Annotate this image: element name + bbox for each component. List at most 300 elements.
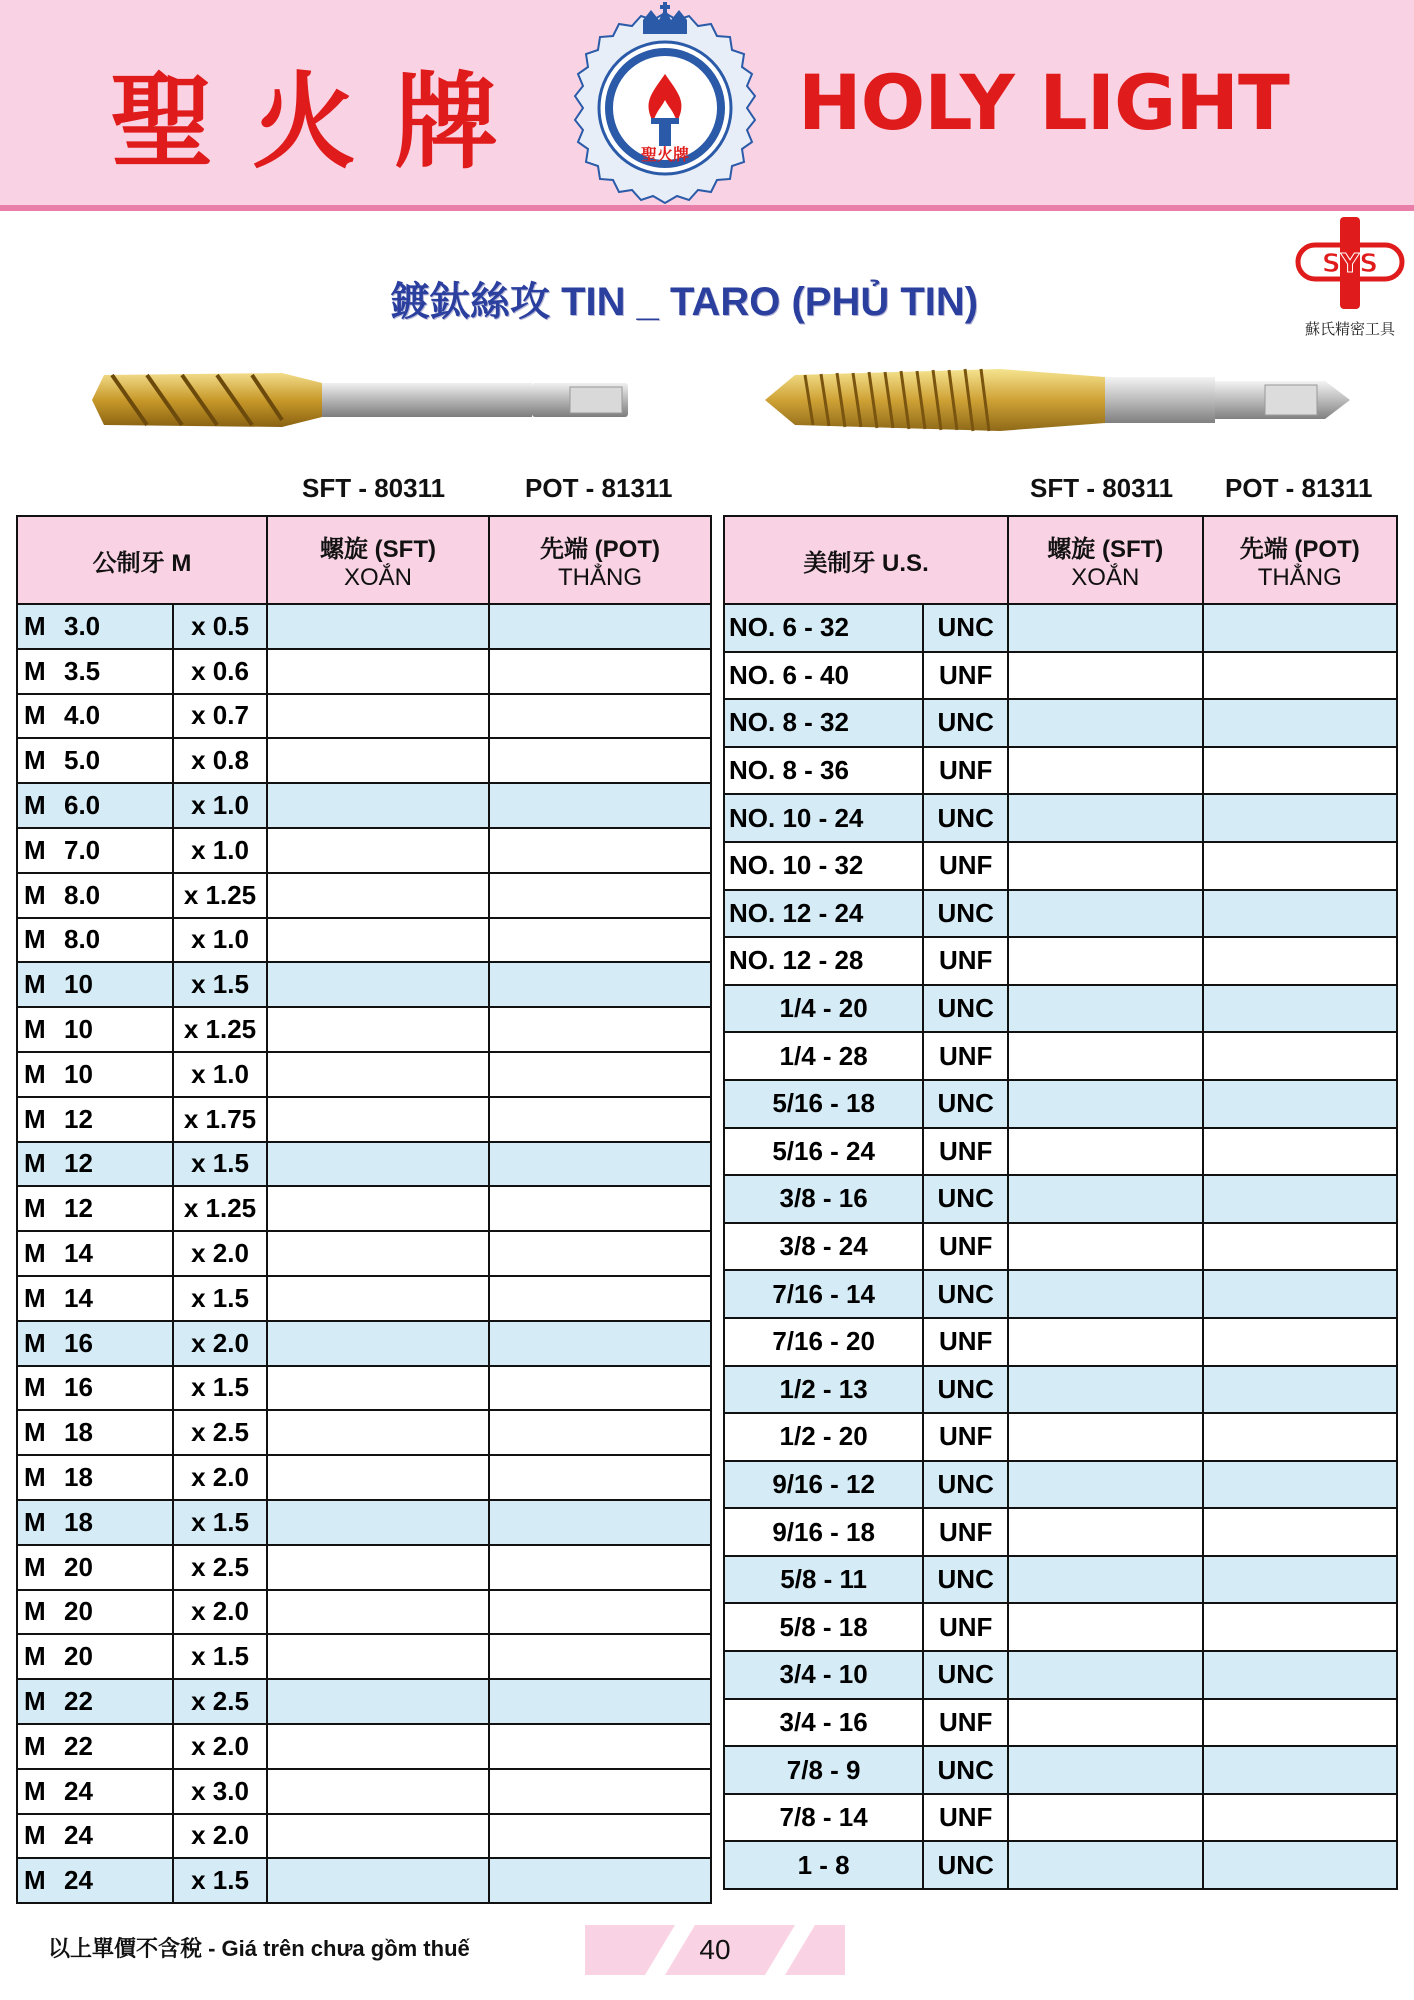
metric-spiral-cell	[267, 1769, 489, 1814]
metric-point-cell	[489, 1321, 711, 1366]
metric-pitch-cell: x 1.5	[173, 1142, 267, 1187]
us-size-cell: 3/8 - 24	[724, 1223, 923, 1271]
metric-diameter: 8.0	[64, 879, 101, 910]
metric-size-cell	[17, 1007, 173, 1052]
us-row	[724, 1175, 1397, 1223]
metric-pitch-cell: x 2.0	[173, 1724, 267, 1769]
metric-prefix: M	[24, 1193, 46, 1224]
metric-spiral-cell	[267, 1321, 489, 1366]
us-size-cell: NO. 12 - 24	[724, 890, 923, 938]
metric-size-cell	[17, 1500, 173, 1545]
metric-point-cell	[489, 828, 711, 873]
metric-point-cell	[489, 1858, 711, 1903]
metric-point-cell	[489, 1366, 711, 1411]
us-row	[724, 794, 1397, 842]
metric-row	[17, 1186, 711, 1231]
metric-size-cell	[17, 1321, 173, 1366]
metric-row	[17, 1097, 711, 1142]
us-spiral-cell	[1008, 937, 1202, 985]
metric-size-cell	[17, 1769, 173, 1814]
metric-size-cell	[17, 1410, 173, 1455]
metric-diameter: 22	[64, 1730, 93, 1761]
metric-row	[17, 873, 711, 918]
us-row	[724, 985, 1397, 1033]
metric-spiral-cell	[267, 1276, 489, 1321]
us-spiral-cell	[1008, 1508, 1202, 1556]
metric-size-cell	[17, 783, 173, 828]
us-point-cell	[1203, 604, 1398, 652]
us-spiral-cell	[1008, 1413, 1202, 1461]
metric-point-cell	[489, 604, 711, 649]
metric-row	[17, 1814, 711, 1859]
us-spiral-cell	[1008, 1556, 1202, 1604]
metric-size-cell	[17, 1186, 173, 1231]
us-spiral-header-vn: XOẮN	[1071, 563, 1140, 591]
metric-prefix: M	[24, 969, 46, 1000]
us-size-cell: 5/16 - 18	[724, 1080, 923, 1128]
metric-pitch-cell: x 1.25	[173, 1007, 267, 1052]
metric-size-cell	[17, 1590, 173, 1635]
metric-pitch-cell: x 0.8	[173, 738, 267, 783]
us-size-cell: 9/16 - 12	[724, 1461, 923, 1509]
metric-row	[17, 1455, 711, 1500]
metric-pitch-cell: x 1.75	[173, 1097, 267, 1142]
metric-row	[17, 1410, 711, 1455]
us-thread-type-cell: UNF	[923, 747, 1008, 795]
us-thread-type-cell: UNF	[923, 1794, 1008, 1842]
metric-diameter: 24	[64, 1775, 93, 1806]
us-thread-type-cell: UNF	[923, 652, 1008, 700]
metric-size-cell	[17, 649, 173, 694]
metric-diameter: 6.0	[64, 790, 101, 821]
us-spiral-cell	[1008, 1794, 1202, 1842]
metric-point-cell	[489, 1634, 711, 1679]
metric-diameter: 12	[64, 1193, 93, 1224]
us-row	[724, 1508, 1397, 1556]
metric-diameter: 14	[64, 1282, 93, 1313]
metric-diameter: 10	[64, 1058, 93, 1089]
metric-prefix: M	[24, 1282, 46, 1313]
us-spiral-cell	[1008, 794, 1202, 842]
metric-spiral-cell	[267, 649, 489, 694]
us-size-cell: NO. 6 - 32	[724, 604, 923, 652]
metric-point-cell	[489, 694, 711, 739]
page-number: 40	[699, 1934, 731, 1965]
sys-company-logo	[1290, 215, 1410, 335]
us-row	[724, 1080, 1397, 1128]
metric-prefix: M	[24, 1865, 46, 1896]
metric-pitch-cell: x 1.5	[173, 962, 267, 1007]
us-point-cell	[1203, 985, 1398, 1033]
us-row	[724, 1794, 1397, 1842]
us-point-cell	[1203, 890, 1398, 938]
us-size-cell: 3/4 - 16	[724, 1699, 923, 1747]
metric-point-cell	[489, 1590, 711, 1635]
metric-pitch-cell: x 0.6	[173, 649, 267, 694]
metric-prefix: M	[24, 655, 46, 686]
metric-size-cell	[17, 1634, 173, 1679]
metric-point-cell	[489, 1007, 711, 1052]
metric-point-cell	[489, 738, 711, 783]
metric-size-cell	[17, 873, 173, 918]
metric-diameter: 18	[64, 1506, 93, 1537]
metric-diameter: 3.0	[64, 610, 101, 641]
metric-point-cell	[489, 1231, 711, 1276]
metric-size-cell	[17, 1366, 173, 1411]
metric-spiral-cell	[267, 873, 489, 918]
metric-pitch-cell: x 2.5	[173, 1410, 267, 1455]
metric-pitch-cell: x 2.0	[173, 1231, 267, 1276]
metric-prefix: M	[24, 879, 46, 910]
metric-prefix: M	[24, 1686, 46, 1717]
metric-spiral-cell	[267, 1500, 489, 1545]
us-spiral-cell	[1008, 1128, 1202, 1176]
metric-spiral-cell	[267, 1455, 489, 1500]
metric-row	[17, 1231, 711, 1276]
metric-point-header-vn: THẲNG	[558, 563, 642, 591]
metric-pitch-cell: x 1.25	[173, 1186, 267, 1231]
metric-size-cell	[17, 738, 173, 783]
metric-spiral-cell	[267, 1186, 489, 1231]
metric-diameter: 18	[64, 1417, 93, 1448]
us-thread-type-cell: UNC	[923, 1270, 1008, 1318]
metric-point-cell	[489, 962, 711, 1007]
us-size-cell: NO. 8 - 36	[724, 747, 923, 795]
metric-spiral-cell	[267, 1052, 489, 1097]
metric-pitch-cell: x 0.7	[173, 694, 267, 739]
metric-spiral-cell	[267, 1858, 489, 1903]
page-title: 鍍鈦絲攻 TIN _ TARO (PHỦ TIN)	[390, 280, 979, 324]
us-spiral-cell	[1008, 890, 1202, 938]
us-point-cell	[1203, 1032, 1398, 1080]
metric-pitch-cell: x 2.5	[173, 1545, 267, 1590]
metric-spiral-cell	[267, 783, 489, 828]
metric-pitch-cell: x 1.5	[173, 1366, 267, 1411]
us-spiral-cell	[1008, 1651, 1202, 1699]
metric-spiral-cell	[267, 1142, 489, 1187]
us-size-cell: 1 - 8	[724, 1841, 923, 1889]
us-row	[724, 890, 1397, 938]
us-point-cell	[1203, 1413, 1398, 1461]
metric-point-cell	[489, 873, 711, 918]
metric-point-cell	[489, 1769, 711, 1814]
us-thread-type-cell: UNF	[923, 937, 1008, 985]
metric-row	[17, 738, 711, 783]
metric-spiral-cell	[267, 1545, 489, 1590]
us-spiral-cell	[1008, 1270, 1202, 1318]
metric-diameter: 7.0	[64, 834, 101, 865]
us-thread-type-cell: UNC	[923, 1366, 1008, 1414]
metric-row	[17, 1858, 711, 1903]
us-point-cell	[1203, 1699, 1398, 1747]
metric-point-header-cn: 先端 (POT)	[540, 535, 660, 563]
us-size-cell: 3/4 - 10	[724, 1651, 923, 1699]
metric-row	[17, 1769, 711, 1814]
metric-prefix: M	[24, 1238, 46, 1269]
us-thread-type-cell: UNC	[923, 604, 1008, 652]
metric-diameter: 4.0	[64, 700, 101, 731]
metric-point-cell	[489, 1276, 711, 1321]
us-point-cell	[1203, 699, 1398, 747]
us-size-header: 美制牙 U.S.	[724, 516, 1008, 604]
metric-row	[17, 1500, 711, 1545]
us-size-cell: 3/8 - 16	[724, 1175, 923, 1223]
us-row	[724, 1699, 1397, 1747]
metric-pitch-cell: x 3.0	[173, 1769, 267, 1814]
metric-point-cell	[489, 1410, 711, 1455]
us-row	[724, 1603, 1397, 1651]
us-size-cell: 1/2 - 13	[724, 1366, 923, 1414]
metric-prefix: M	[24, 1820, 46, 1851]
metric-prefix: M	[24, 1327, 46, 1358]
us-thread-type-cell: UNF	[923, 1603, 1008, 1651]
us-size-cell: 7/16 - 20	[724, 1318, 923, 1366]
metric-row	[17, 1545, 711, 1590]
metric-point-cell	[489, 1814, 711, 1859]
metric-point-header	[489, 516, 711, 604]
us-spiral-cell	[1008, 842, 1202, 890]
us-spiral-cell	[1008, 604, 1202, 652]
us-row	[724, 1461, 1397, 1509]
metric-size-cell	[17, 694, 173, 739]
us-spiral-cell	[1008, 985, 1202, 1033]
metric-size-cell	[17, 1814, 173, 1859]
us-size-cell: 5/16 - 24	[724, 1128, 923, 1176]
us-thread-type-cell: UNF	[923, 1508, 1008, 1556]
us-row	[724, 699, 1397, 747]
brand-chinese-name: 聖火牌	[110, 60, 537, 183]
us-size-cell: 7/16 - 14	[724, 1270, 923, 1318]
metric-prefix: M	[24, 1372, 46, 1403]
metric-size-cell	[17, 1142, 173, 1187]
us-size-cell: 5/8 - 18	[724, 1603, 923, 1651]
metric-pitch-cell: x 0.5	[173, 604, 267, 649]
us-spiral-header-cn: 螺旋 (SFT)	[1047, 535, 1164, 563]
metric-row	[17, 1007, 711, 1052]
metric-diameter: 20	[64, 1596, 93, 1627]
metric-prefix: M	[24, 745, 46, 776]
us-thread-type-cell: UNF	[923, 1413, 1008, 1461]
metric-size-cell	[17, 918, 173, 963]
metric-row	[17, 783, 711, 828]
us-thread-type-cell: UNC	[923, 1841, 1008, 1889]
metric-point-cell	[489, 1142, 711, 1187]
header-divider	[0, 205, 1414, 211]
us-point-header-cn: 先端 (POT)	[1239, 535, 1360, 563]
us-tap-table	[723, 515, 1398, 1890]
us-spiral-cell	[1008, 1603, 1202, 1651]
metric-size-cell	[17, 1545, 173, 1590]
spiral-tap-image	[92, 355, 632, 445]
us-point-cell	[1203, 1270, 1398, 1318]
metric-diameter: 14	[64, 1238, 93, 1269]
us-row	[724, 1746, 1397, 1794]
us-point-cell	[1203, 1175, 1398, 1223]
metric-size-cell	[17, 962, 173, 1007]
metric-diameter: 24	[64, 1865, 93, 1896]
us-point-cell	[1203, 747, 1398, 795]
metric-spiral-header	[267, 516, 489, 604]
metric-row	[17, 694, 711, 739]
metric-pitch-cell: x 1.25	[173, 873, 267, 918]
us-row	[724, 1413, 1397, 1461]
metric-spiral-header-cn: 螺旋 (SFT)	[320, 535, 436, 563]
us-size-cell: NO. 8 - 32	[724, 699, 923, 747]
metric-pitch-cell: x 1.0	[173, 783, 267, 828]
us-size-cell: NO. 10 - 32	[724, 842, 923, 890]
us-size-cell: 7/8 - 14	[724, 1794, 923, 1842]
us-row	[724, 1128, 1397, 1176]
metric-row	[17, 1724, 711, 1769]
us-spiral-cell	[1008, 1746, 1202, 1794]
us-spiral-code: SFT - 80311	[1030, 473, 1174, 503]
metric-diameter: 3.5	[64, 655, 101, 686]
us-spiral-cell	[1008, 1318, 1202, 1366]
metric-spiral-cell	[267, 828, 489, 873]
metric-prefix: M	[24, 1596, 46, 1627]
us-thread-type-cell: UNC	[923, 1461, 1008, 1509]
us-spiral-cell	[1008, 747, 1202, 795]
metric-prefix: M	[24, 1417, 46, 1448]
us-row	[724, 1651, 1397, 1699]
metric-spiral-cell	[267, 1634, 489, 1679]
us-point-cell	[1203, 794, 1398, 842]
us-point-cell	[1203, 1556, 1398, 1604]
us-spiral-cell	[1008, 1080, 1202, 1128]
metric-spiral-cell	[267, 738, 489, 783]
metric-pitch-cell: x 1.5	[173, 1858, 267, 1903]
metric-row	[17, 1366, 711, 1411]
us-spiral-cell	[1008, 1699, 1202, 1747]
metric-prefix: M	[24, 1014, 46, 1045]
metric-diameter: 12	[64, 1103, 93, 1134]
metric-point-cell	[489, 1679, 711, 1724]
us-point-header-vn: THẲNG	[1257, 563, 1342, 591]
us-size-cell: 1/4 - 20	[724, 985, 923, 1033]
metric-row	[17, 1052, 711, 1097]
metric-row	[17, 1321, 711, 1366]
metric-spiral-code: SFT - 80311	[302, 473, 446, 503]
us-thread-type-cell: UNC	[923, 699, 1008, 747]
metric-prefix: M	[24, 1058, 46, 1089]
us-thread-type-cell: UNF	[923, 1318, 1008, 1366]
us-row	[724, 1366, 1397, 1414]
metric-size-cell	[17, 828, 173, 873]
us-thread-type-cell: UNC	[923, 985, 1008, 1033]
us-size-cell: 9/16 - 18	[724, 1508, 923, 1556]
us-thread-type-cell: UNC	[923, 794, 1008, 842]
metric-point-cell	[489, 649, 711, 694]
metric-spiral-cell	[267, 1814, 489, 1859]
metric-row	[17, 962, 711, 1007]
us-spiral-header	[1008, 516, 1202, 604]
us-row	[724, 747, 1397, 795]
metric-prefix: M	[24, 1775, 46, 1806]
metric-size-cell	[17, 1679, 173, 1724]
us-point-header	[1203, 516, 1398, 604]
metric-point-cell	[489, 1724, 711, 1769]
metric-diameter: 20	[64, 1641, 93, 1672]
holy-light-emblem-logo	[555, 0, 775, 205]
metric-spiral-cell	[267, 1007, 489, 1052]
us-row	[724, 652, 1397, 700]
us-thread-type-cell: UNC	[923, 1080, 1008, 1128]
metric-prefix: M	[24, 1551, 46, 1582]
metric-prefix: M	[24, 924, 46, 955]
metric-prefix: M	[24, 790, 46, 821]
metric-pitch-cell: x 1.5	[173, 1500, 267, 1545]
us-point-cell	[1203, 1651, 1398, 1699]
metric-diameter: 16	[64, 1327, 93, 1358]
metric-spiral-cell	[267, 1679, 489, 1724]
svg-text:SYS: SYS	[1321, 249, 1379, 279]
metric-diameter: 10	[64, 969, 93, 1000]
us-thread-type-cell: UNF	[923, 1128, 1008, 1176]
metric-size-cell	[17, 1724, 173, 1769]
metric-prefix: M	[24, 700, 46, 731]
sys-company-caption: 蘇氏精密工具	[1304, 321, 1395, 338]
metric-pitch-cell: x 2.0	[173, 1590, 267, 1635]
metric-size-cell	[17, 1097, 173, 1142]
us-point-cell	[1203, 1318, 1398, 1366]
metric-row	[17, 828, 711, 873]
metric-diameter: 5.0	[64, 745, 101, 776]
metric-row	[17, 1590, 711, 1635]
metric-pitch-cell: x 1.0	[173, 918, 267, 963]
metric-point-cell	[489, 783, 711, 828]
metric-prefix: M	[24, 610, 46, 641]
us-spiral-cell	[1008, 1223, 1202, 1271]
metric-spiral-cell	[267, 1097, 489, 1142]
metric-spiral-header-vn: XOẮN	[343, 563, 412, 591]
metric-point-cell	[489, 1052, 711, 1097]
metric-point-cell	[489, 1545, 711, 1590]
us-spiral-cell	[1008, 1841, 1202, 1889]
metric-pitch-cell: x 2.0	[173, 1814, 267, 1859]
metric-prefix: M	[24, 1641, 46, 1672]
us-row	[724, 937, 1397, 985]
metric-point-cell	[489, 1186, 711, 1231]
metric-pitch-cell: x 2.0	[173, 1455, 267, 1500]
us-point-cell	[1203, 1223, 1398, 1271]
us-spiral-cell	[1008, 1461, 1202, 1509]
us-thread-type-cell: UNC	[923, 1556, 1008, 1604]
metric-point-cell	[489, 1500, 711, 1545]
metric-point-cell	[489, 1097, 711, 1142]
metric-size-cell	[17, 1455, 173, 1500]
metric-prefix: M	[24, 1148, 46, 1179]
us-thread-type-cell: UNF	[923, 1223, 1008, 1271]
metric-spiral-cell	[267, 918, 489, 963]
metric-pitch-cell: x 1.5	[173, 1634, 267, 1679]
metric-spiral-cell	[267, 962, 489, 1007]
us-point-cell	[1203, 1080, 1398, 1128]
metric-prefix: M	[24, 1730, 46, 1761]
us-thread-type-cell: UNC	[923, 890, 1008, 938]
us-spiral-cell	[1008, 699, 1202, 747]
us-row	[724, 1223, 1397, 1271]
metric-pitch-cell: x 2.0	[173, 1321, 267, 1366]
metric-size-cell	[17, 1858, 173, 1903]
metric-row	[17, 918, 711, 963]
us-row	[724, 604, 1397, 652]
us-row	[724, 1318, 1397, 1366]
us-size-cell: NO. 10 - 24	[724, 794, 923, 842]
metric-row	[17, 1634, 711, 1679]
us-point-cell	[1203, 842, 1398, 890]
us-spiral-cell	[1008, 652, 1202, 700]
metric-point-cell	[489, 918, 711, 963]
